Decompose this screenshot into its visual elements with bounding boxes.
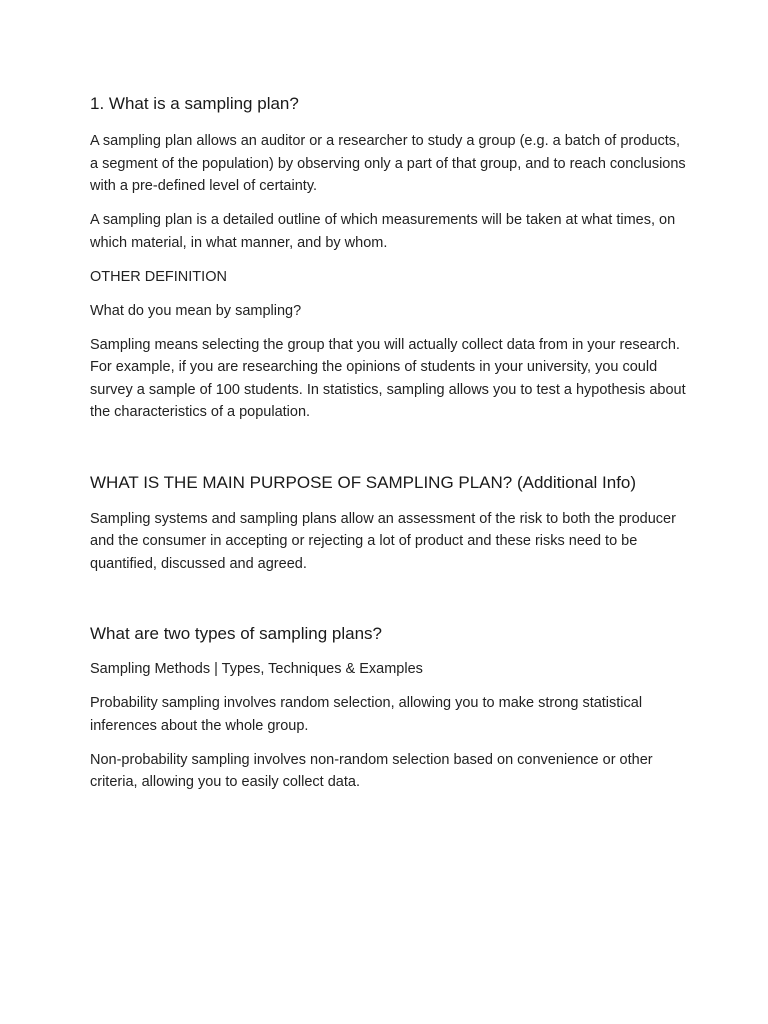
other-definition-label: OTHER DEFINITION [90, 268, 227, 285]
heading-main-purpose: WHAT IS THE MAIN PURPOSE OF SAMPLING PLAN? (Additional Info) [90, 472, 637, 492]
heading-two-types: What are two types of sampling plans? [90, 624, 382, 643]
paragraph-probability-sampling: Probability sampling involves random selection, allowing you to make strong statistical inferences about the whole group. [90, 695, 643, 734]
paragraph-sampling-systems: Sampling systems and sampling plans allow an assessment of the risk to both the producer and the consumer in accepting or rejecting a lot of product and these risks need to be quantified, discussed and agreed. [90, 510, 676, 572]
paragraph-sampling-plan-outline: A sampling plan is a detailed outline of which measurements will be taken at what times, on which material, in what manner, and by whom. [90, 212, 676, 251]
question-what-is-sampling: What do you mean by sampling? [90, 302, 302, 319]
paragraph-non-probability-sampling: Non-probability sampling involves non-random selection based on convenience or other criteria, allowing you to easily collect data. [90, 751, 653, 790]
document-body [90, 92, 690, 794]
paragraph-sampling-methods: Sampling Methods | Types, Techniques & Examples [90, 661, 423, 677]
paragraph-sampling-plan-intro: A sampling plan allows an auditor or a researcher to study a group (e.g. a batch of products, a segment of the population) by observing only a part of that group, and to reach conclusions with a pre-defined level of certainty. [90, 133, 686, 194]
heading-what-is-sampling-plan: 1. What is a sampling plan? [90, 94, 299, 113]
paragraph-sampling-meaning: Sampling means selecting the group that you will actually collect data from in your research. For example, if you are researching the opinions of students in your university, you could survey a sample of 100 students. In statistics, sampling allows you to test a hypothesis about the characteristics of a population. [90, 336, 686, 420]
